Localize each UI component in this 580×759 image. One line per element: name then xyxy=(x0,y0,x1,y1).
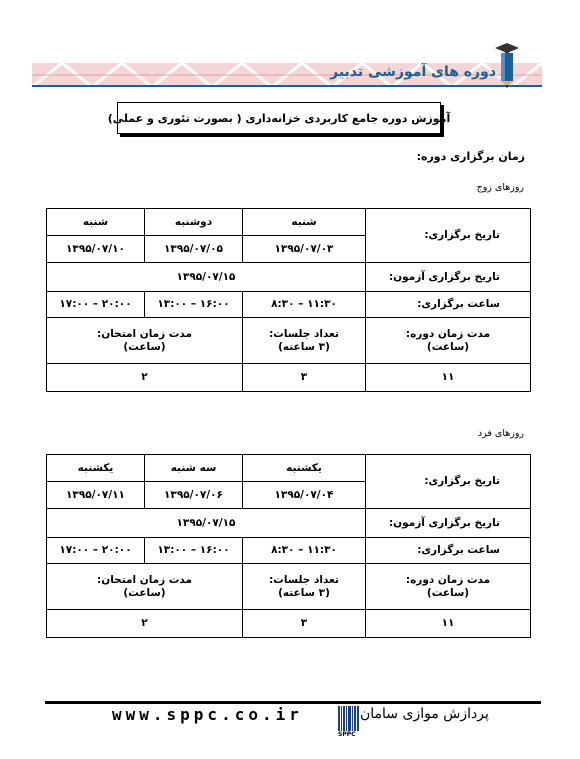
day-cell: دوشنبه xyxy=(145,209,243,236)
unit-session: (۳ ساعته) xyxy=(278,340,330,353)
even-section-label: روزهای زوج xyxy=(476,182,524,193)
day-cell: شنبه xyxy=(47,209,145,236)
duration-label: مدت زمان دوره: xyxy=(405,573,491,586)
date-cell: ۱۳۹۵/۰۷/۱۰ xyxy=(47,236,145,263)
website-link[interactable]: www.sppc.co.ir xyxy=(112,705,303,724)
exam-date-cell: ۱۳۹۵/۰۷/۱۵ xyxy=(47,263,366,292)
hours-label: ساعت برگزاری: xyxy=(366,538,531,564)
barcode-icon xyxy=(338,706,360,731)
sessions-value: ۳ xyxy=(243,364,366,392)
odd-schedule-table xyxy=(46,454,531,638)
sessions-header xyxy=(243,318,366,364)
exam-date-label: تاریخ برگزاری آزمون: xyxy=(366,263,531,292)
even-schedule-table xyxy=(46,208,531,392)
table-row xyxy=(47,263,531,292)
hours-cell: ۱۷:۰۰ – ۲۰:۰۰ xyxy=(47,538,145,564)
duration-header xyxy=(366,318,531,364)
table-row xyxy=(47,209,531,236)
date-label: تاریخ برگزاری: xyxy=(366,209,531,263)
exam-duration-label: مدت زمان امتحان: xyxy=(97,573,192,586)
sessions-label: تعداد جلسات: xyxy=(269,327,339,340)
duration-label: مدت زمان دوره: xyxy=(405,327,491,340)
exam-duration-header xyxy=(47,564,243,610)
hours-cell: ۱۳:۰۰ – ۱۶:۰۰ xyxy=(145,538,243,564)
day-cell: سه شنبه xyxy=(145,455,243,482)
course-title-box xyxy=(107,102,451,134)
footer-divider xyxy=(45,701,541,704)
table-row xyxy=(47,292,531,318)
duration-value: ۱۱ xyxy=(366,364,531,392)
footer-logo-text: پردازش موازی سامان xyxy=(360,706,489,722)
sessions-value: ۳ xyxy=(243,610,366,638)
course-title: آموزش دوره جامع کاربردی خزانه‌داری ( بصورت تئوری و عملی) xyxy=(107,111,451,125)
table-row xyxy=(47,455,531,482)
exam-duration-label: مدت زمان امتحان: xyxy=(97,327,192,340)
unit-session: (۳ ساعته) xyxy=(278,586,330,599)
exam-date-cell: ۱۳۹۵/۰۷/۱۵ xyxy=(47,509,366,538)
hours-cell: ۱۷:۰۰ – ۲۰:۰۰ xyxy=(47,292,145,318)
day-cell: یکشنبه xyxy=(47,455,145,482)
unit-hour: (ساعت) xyxy=(426,340,470,353)
table-row xyxy=(47,538,531,564)
unit-hour: (ساعت) xyxy=(426,586,470,599)
exam-duration-value: ۲ xyxy=(47,610,243,638)
date-cell: ۱۳۹۵/۰۷/۰۵ xyxy=(145,236,243,263)
day-cell: یکشنبه xyxy=(243,455,366,482)
hours-cell: ۱۳:۰۰ – ۱۶:۰۰ xyxy=(145,292,243,318)
duration-value: ۱۱ xyxy=(366,610,531,638)
sessions-header xyxy=(243,564,366,610)
hours-cell: ۸:۳۰ – ۱۱:۳۰ xyxy=(243,292,366,318)
exam-duration-value: ۲ xyxy=(47,364,243,392)
date-cell: ۱۳۹۵/۰۷/۰۴ xyxy=(243,482,366,509)
day-cell: شنبه xyxy=(243,209,366,236)
date-cell: ۱۳۹۵/۰۷/۰۶ xyxy=(145,482,243,509)
table-row xyxy=(47,318,531,364)
pencil-mortarboard-icon xyxy=(492,42,522,88)
table-row xyxy=(47,610,531,638)
exam-date-label: تاریخ برگزاری آزمون: xyxy=(366,509,531,538)
unit-hour: (ساعت) xyxy=(123,340,166,353)
hours-cell: ۸:۳۰ – ۱۱:۳۰ xyxy=(243,538,366,564)
date-cell: ۱۳۹۵/۰۷/۰۳ xyxy=(243,236,366,263)
date-cell: ۱۳۹۵/۰۷/۱۱ xyxy=(47,482,145,509)
footer-logo-abbr: SPPC xyxy=(338,731,356,738)
unit-hour: (ساعت) xyxy=(123,586,166,599)
table-row xyxy=(47,564,531,610)
date-label: تاریخ برگزاری: xyxy=(366,455,531,509)
table-row xyxy=(47,509,531,538)
duration-header xyxy=(366,564,531,610)
header-title: دوره های آموزشی تدبیر xyxy=(330,64,496,80)
exam-duration-header xyxy=(47,318,243,364)
sessions-label: تعداد جلسات: xyxy=(269,573,339,586)
hours-label: ساعت برگزاری: xyxy=(366,292,531,318)
odd-section-label: روزهای فرد xyxy=(477,428,524,439)
time-label: زمان برگزاری دوره: xyxy=(416,150,525,163)
table-row xyxy=(47,364,531,392)
